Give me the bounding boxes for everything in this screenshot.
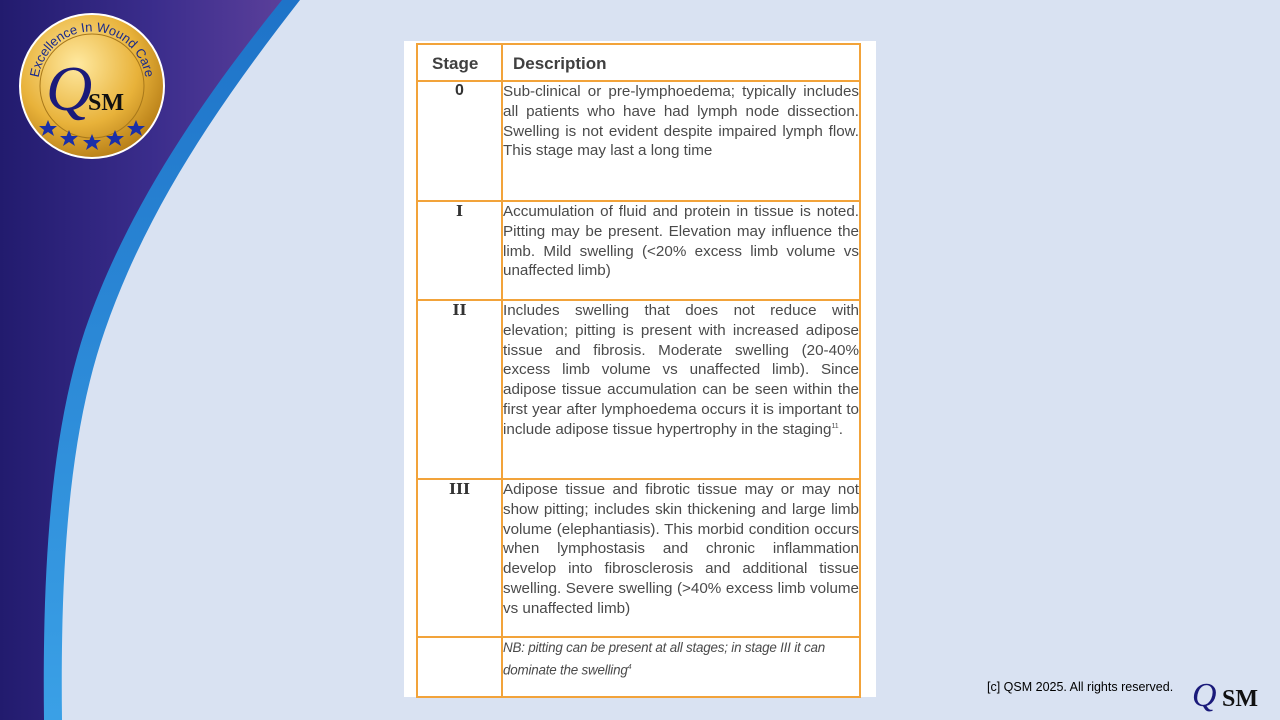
stage-description: Accumulation of fluid and protein in tissue is noted. Pitting may be present. Elevation may influence the limb. Mild swelling (<20% excess limb volume vs unaffected limb) bbox=[502, 201, 860, 300]
stage-description: Includes swelling that does not reduce with elevation; pitting is present with increased adipose tissue and fibrosis. Moderate swelling (20-40% excess limb volume vs unaffected limb). Since adipose tissue accumulation can be seen within the first year after lymphoedema occurs it is important to include adipose tissue hypertrophy in the staging$^{11}$. bbox=[502, 300, 860, 479]
table-header-row bbox=[417, 44, 860, 81]
footer-logo-sm: SM bbox=[1222, 686, 1258, 712]
table-note-row bbox=[417, 637, 860, 697]
note-stage-label bbox=[417, 637, 502, 697]
reference-superscript: 4 bbox=[627, 664, 632, 671]
stage-description-text: Includes swelling that does not reduce with elevation; pitting is present with increased adipose tissue and fibrosis. Moderate swelling (20-40% excess limb volume vs unaffected limb). Since adipose tissue accumulation can be seen within the first year after lymphoedema occurs it is important to include adipose tissue hypertrophy in the staging bbox=[503, 302, 859, 438]
lymphoedema-staging-table bbox=[416, 43, 861, 698]
stage-label: I bbox=[417, 201, 502, 300]
table-row bbox=[417, 201, 860, 300]
stage-description: Sub-clinical or pre-lymphoedema; typically includes all patients who have had lymph node dissection. Swelling is not evident despite impaired lymph flow. This stage may last a long time bbox=[502, 81, 860, 201]
stage-label: III bbox=[417, 479, 502, 637]
reference-superscript: 11 bbox=[831, 422, 839, 430]
stage-description: Adipose tissue and fibrotic tissue may or may not show pitting; includes skin thickening and large limb volume (elephantiasis). This morbid condition occurs when lymphostasis and chronic inflammation develop into fibrosclerosis and additional tissue swelling. Severe swelling (>40% excess limb volume vs unaffected limb) bbox=[502, 479, 860, 637]
description-column-header: Description bbox=[502, 44, 860, 81]
badge-sm-letters: SM bbox=[88, 90, 124, 116]
stage-label: 0 bbox=[417, 81, 502, 201]
copyright-notice: [c] QSM 2025. All rights reserved. bbox=[987, 680, 1174, 694]
stage-label: II bbox=[417, 300, 502, 479]
qsm-badge-logo bbox=[18, 12, 166, 160]
stage-column-header: Stage bbox=[417, 44, 502, 81]
qsm-footer-logo bbox=[1192, 678, 1272, 712]
table-row bbox=[417, 81, 860, 201]
badge-q-letter: Q bbox=[46, 53, 93, 124]
table-row bbox=[417, 479, 860, 637]
lymphoedema-staging-table-card bbox=[404, 41, 876, 697]
table-note-text: NB: pitting can be present at all stages; in stage III it can dominate the swelling bbox=[503, 640, 826, 678]
badge-ring-text: Excellence In Wound Care bbox=[26, 19, 158, 79]
table-row bbox=[417, 300, 860, 479]
table-note bbox=[502, 637, 860, 697]
footer-logo-q: Q bbox=[1192, 678, 1217, 712]
